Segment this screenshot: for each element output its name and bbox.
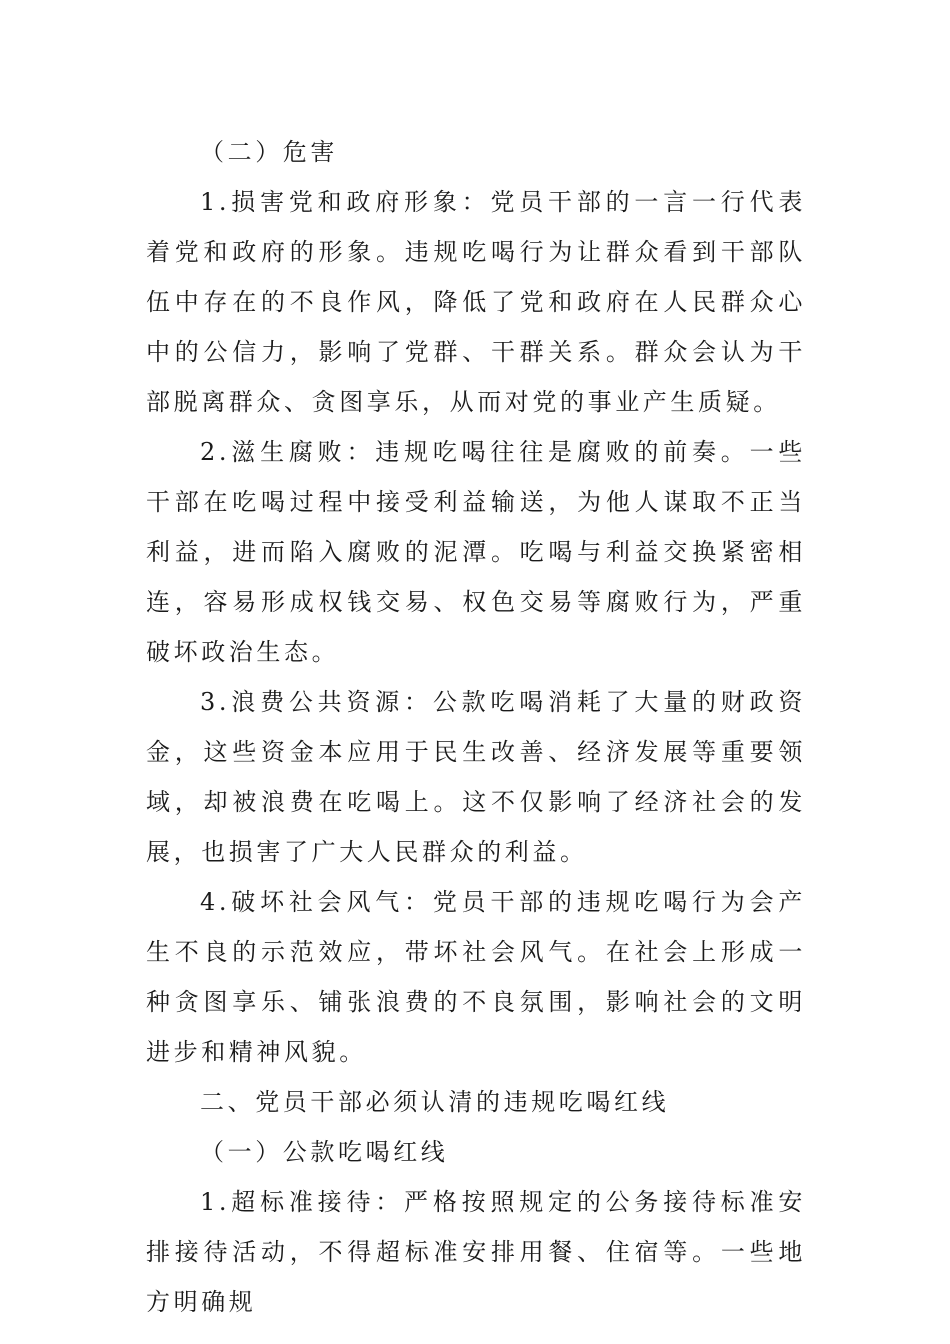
paragraph-waste-resources: 3.浪费公共资源：公款吃喝消耗了大量的财政资金，这些资金本应用于民生改善、经济发展等重要领域，却被浪费在吃喝上。这不仅影响了经济社会的发展，也损害了广大人民群众的利益。 — [146, 688, 806, 866]
document-body — [146, 127, 806, 1327]
section-subheading-public-funds: （一）公款吃喝红线 — [200, 1138, 449, 1166]
section-heading-red-lines: 二、党员干部必须认清的违规吃喝红线 — [200, 1088, 670, 1116]
paragraph-breed-corruption: 2.滋生腐败：违规吃喝往往是腐败的前奏。一些干部在吃喝过程中接受利益输送，为他人谋取不正当利益，进而陷入腐败的泥潭。吃喝与利益交换紧密相连，容易形成权钱交易、权色交易等腐败行为，严重破坏政治生态。 — [146, 438, 806, 666]
paragraph-over-standard-reception: 1.超标准接待：严格按照规定的公务接待标准安排接待活动，不得超标准安排用餐、住宿等。一些地方明确规 — [146, 1188, 806, 1316]
section-subheading-harms: （二）危害 — [200, 138, 338, 166]
paragraph-damage-image: 1.损害党和政府形象：党员干部的一言一行代表着党和政府的形象。违规吃喝行为让群众看到干部队伍中存在的不良作风，降低了党和政府在人民群众心中的公信力，影响了党群、干群关系。群众会认为干部脱离群众、贪图享乐，从而对党的事业产生质疑。 — [146, 188, 806, 416]
paragraph-damage-social-atmosphere: 4.破坏社会风气：党员干部的违规吃喝行为会产生不良的示范效应，带坏社会风气。在社会上形成一种贪图享乐、铺张浪费的不良氛围，影响社会的文明进步和精神风貌。 — [146, 888, 806, 1066]
